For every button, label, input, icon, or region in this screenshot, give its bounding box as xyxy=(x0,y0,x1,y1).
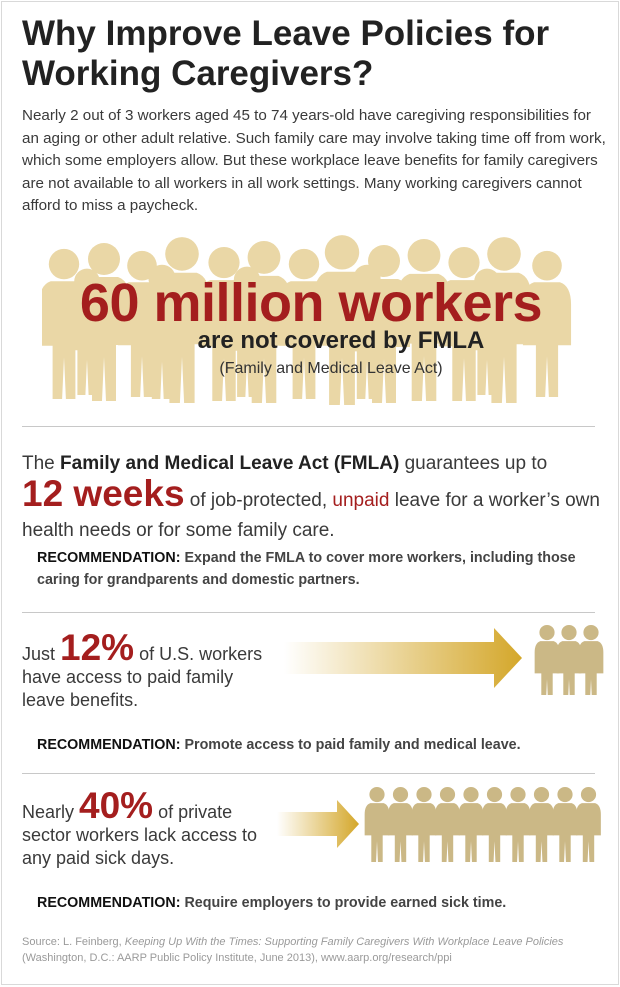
title-line-2: Working Caregivers? xyxy=(22,54,374,93)
hero-headline: 60 million workers xyxy=(79,273,543,333)
person-silhouette-icon xyxy=(553,787,578,862)
recommendation-text: Require employers to provide earned sick time. xyxy=(180,895,507,911)
person-silhouette-icon xyxy=(535,625,560,695)
stat2-line1: of private xyxy=(153,802,233,822)
stat1-line3: leave benefits. xyxy=(22,690,139,710)
section-divider xyxy=(22,426,595,427)
stat2-percentage: 40% xyxy=(79,785,154,826)
stat2-prefix: Nearly xyxy=(22,802,80,822)
person-silhouette-icon xyxy=(412,787,437,862)
hero-subhead: are not covered by FMLA xyxy=(197,327,485,354)
stat1-line2: have access to paid family xyxy=(22,667,234,687)
page-title xyxy=(22,14,602,94)
arrow-to-workers-graphic-2 xyxy=(277,782,612,867)
recommendation-label: RECOMMENDATION: xyxy=(37,737,181,753)
recommendation-label: RECOMMENDATION: xyxy=(37,895,181,911)
stat2-line2: sector workers lack access to xyxy=(22,825,258,845)
person-silhouette-icon xyxy=(579,625,604,695)
stat-paid-family-leave xyxy=(22,627,263,712)
hero-note: (Family and Medical Leave Act) xyxy=(219,360,443,377)
recommendation-2 xyxy=(37,734,607,756)
fmla-suffix: leave for a worker’s own health needs or for some family care. xyxy=(22,490,600,541)
recommendation-label: RECOMMENDATION: xyxy=(37,550,181,566)
fmla-act-name: Family and Medical Leave Act (FMLA) xyxy=(60,453,400,474)
stat2-line3: any paid sick days. xyxy=(22,848,175,868)
stat1-line1: of U.S. workers xyxy=(134,644,263,664)
fmla-paragraph xyxy=(22,449,607,546)
recommendation-text: Promote access to paid family and medical leave. xyxy=(180,737,521,753)
fmla-after-weeks: of job-protected, xyxy=(184,490,333,511)
stat1-prefix: Just xyxy=(22,644,61,664)
person-silhouette-icon xyxy=(388,787,413,862)
recommendation-text: Expand the FMLA to cover more workers, including those caring for grandparents and domestic partners. xyxy=(37,550,576,588)
stat1-percentage: 12% xyxy=(60,627,135,668)
fmla-mid: guarantees up to xyxy=(399,453,548,474)
fmla-unpaid: unpaid xyxy=(332,490,390,511)
person-silhouette-icon xyxy=(459,787,484,862)
person-silhouette-icon xyxy=(365,787,390,862)
person-silhouette-icon xyxy=(529,787,554,862)
recommendation-1 xyxy=(37,547,607,591)
gradient-arrow-icon xyxy=(284,628,522,688)
fmla-weeks: 12 weeks xyxy=(22,473,185,514)
intro-paragraph: Nearly 2 out of 3 workers aged 45 to 74 years-old have caregiving responsibilities for an aging or other adult relative. Such family care may involve taking time off from work, which some employers allow. But these workplace leave benefits for family caregivers are not available to all workers in all work settings. Many working caregivers cannot afford to miss a paycheck. xyxy=(22,107,606,214)
source-suffix: (Washington, D.C.: AARP Public Policy Institute, June 2013), www.aarp.org/research/ppi xyxy=(22,952,452,964)
person-silhouette-icon xyxy=(506,787,531,862)
gradient-arrow-icon xyxy=(277,800,359,848)
infographic-page xyxy=(1,1,619,985)
arrow-to-workers-graphic-1 xyxy=(284,620,604,695)
source-citation xyxy=(22,934,607,966)
source-prefix: Source: L. Feinberg, xyxy=(22,936,125,948)
person-silhouette-icon xyxy=(557,625,582,695)
person-silhouette-icon xyxy=(435,787,460,862)
fmla-prefix: The xyxy=(22,453,61,474)
source-title: Keeping Up With the Times: Supporting Family Caregivers With Workplace Leave Policies xyxy=(124,936,564,948)
title-line-1: Why Improve Leave Policies for xyxy=(22,14,550,53)
stat-paid-sick-days xyxy=(22,785,258,870)
recommendation-3 xyxy=(37,892,607,914)
person-silhouette-icon xyxy=(576,787,601,862)
section-divider xyxy=(22,773,595,774)
section-divider xyxy=(22,612,595,613)
person-silhouette-icon xyxy=(482,787,507,862)
